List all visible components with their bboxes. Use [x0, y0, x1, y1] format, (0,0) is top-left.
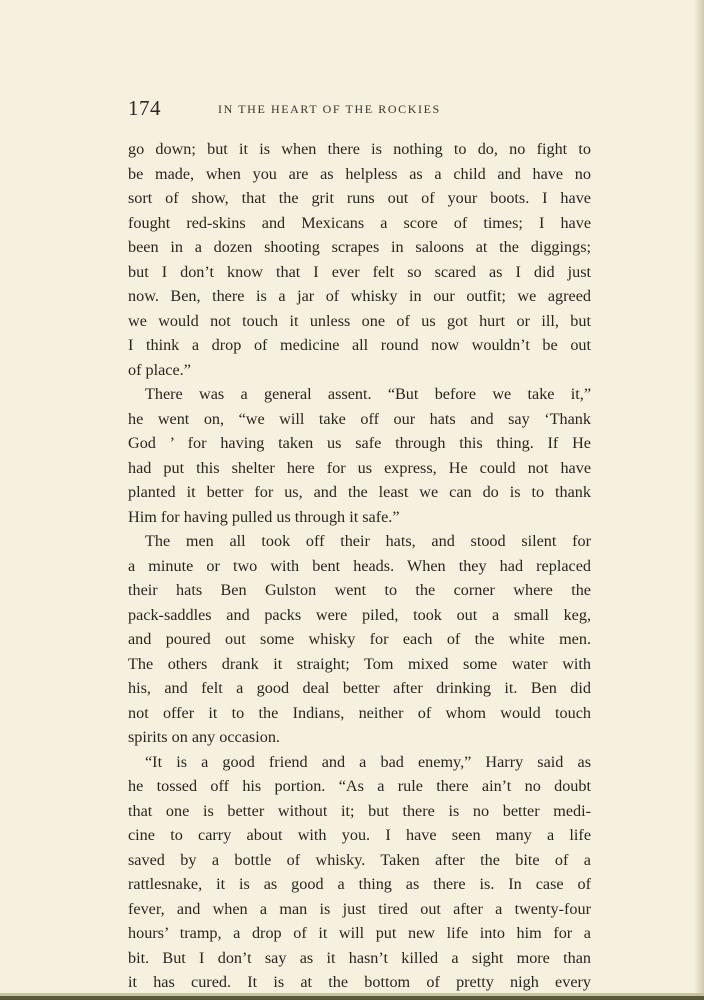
text-line: he went on, “we will take off our hats and say ‘Thank [128, 409, 591, 428]
text-line: Him for having pulled us through it safe.” [128, 507, 400, 526]
text-line: their hats Ben Gulston went to the corner where the [128, 581, 591, 599]
text-line: go down; but it is when there is nothing to do, no fight to [128, 140, 591, 158]
text-line: sort of show, that the grit runs out of your boots. I have [128, 189, 591, 207]
text-line: spirits on any occasion. [128, 728, 280, 746]
text-line: fought red-skins and Mexicans a score of times; I have [128, 213, 591, 232]
text-line: The men all took off their hats, and stood silent for [145, 532, 591, 550]
text-line: I think a drop of medicine all round now wouldn’t be out [128, 336, 591, 354]
text-line: saved by a bottle of whisky. Taken after the bite of a [128, 850, 591, 869]
text-line: rattlesnake, it is as good a thing as there is. In case of [128, 875, 591, 893]
text-line: cine to carry about with you. I have seen many a life [128, 826, 591, 844]
page-number: 174 [128, 96, 161, 120]
text-line: pack-saddles and packs were piled, took out a small keg, [128, 605, 591, 624]
text-line: been in a dozen shooting scrapes in saloons at the diggings; [128, 238, 591, 256]
text-line: not offer it to the Indians, neither of whom would touch [128, 703, 591, 722]
text-line: of place.” [128, 360, 191, 379]
body-text [128, 137, 591, 995]
text-line: fever, and when a man is just tired out after a twenty-four [128, 899, 591, 918]
text-line: he tossed off his portion. “As a rule there ain’t no doubt [128, 777, 591, 795]
text-line: it has cured. It is at the bottom of pretty nigh every [128, 973, 591, 991]
text-line: and poured out some whisky for each of the white men. [128, 630, 591, 648]
text-line: planted it better for us, and the least we can do is to thank [128, 483, 591, 501]
text-line: now. Ben, there is a jar of whisky in our outfit; we agreed [128, 287, 591, 305]
bottom-border [0, 996, 704, 1000]
text-line: There was a general assent. “But before we take it,” [145, 385, 591, 403]
text-line: be made, when you are as helpless as a child and have no [128, 164, 591, 183]
page-edge-shadow [694, 0, 704, 1000]
text-line: a minute or two with bent heads. When they had replaced [128, 556, 591, 575]
text-line: hours’ tramp, a drop of it will put new life into him for a [128, 924, 591, 942]
text-line: we would not touch it unless one of us got hurt or ill, but [128, 311, 591, 330]
text-line: but I don’t know that I ever felt so scared as I did just [128, 262, 591, 281]
text-line: The others drank it straight; Tom mixed some water with [128, 654, 591, 673]
text-line: “It is a good friend and a bad enemy,” Harry said as [145, 752, 591, 771]
text-line: bit. But I don’t say as it hasn’t killed a sight more than [128, 948, 591, 967]
text-line: had put this shelter here for us express, He could not have [128, 458, 591, 477]
text-line: his, and felt a good deal better after drinking it. Ben did [128, 679, 591, 697]
text-line: that one is better without it; but there is no better medi- [128, 801, 591, 820]
running-head: IN THE HEART OF THE ROCKIES [218, 102, 441, 116]
text-line: God ’ for having taken us safe through this thing. If He [128, 434, 591, 452]
page-header [128, 96, 592, 122]
